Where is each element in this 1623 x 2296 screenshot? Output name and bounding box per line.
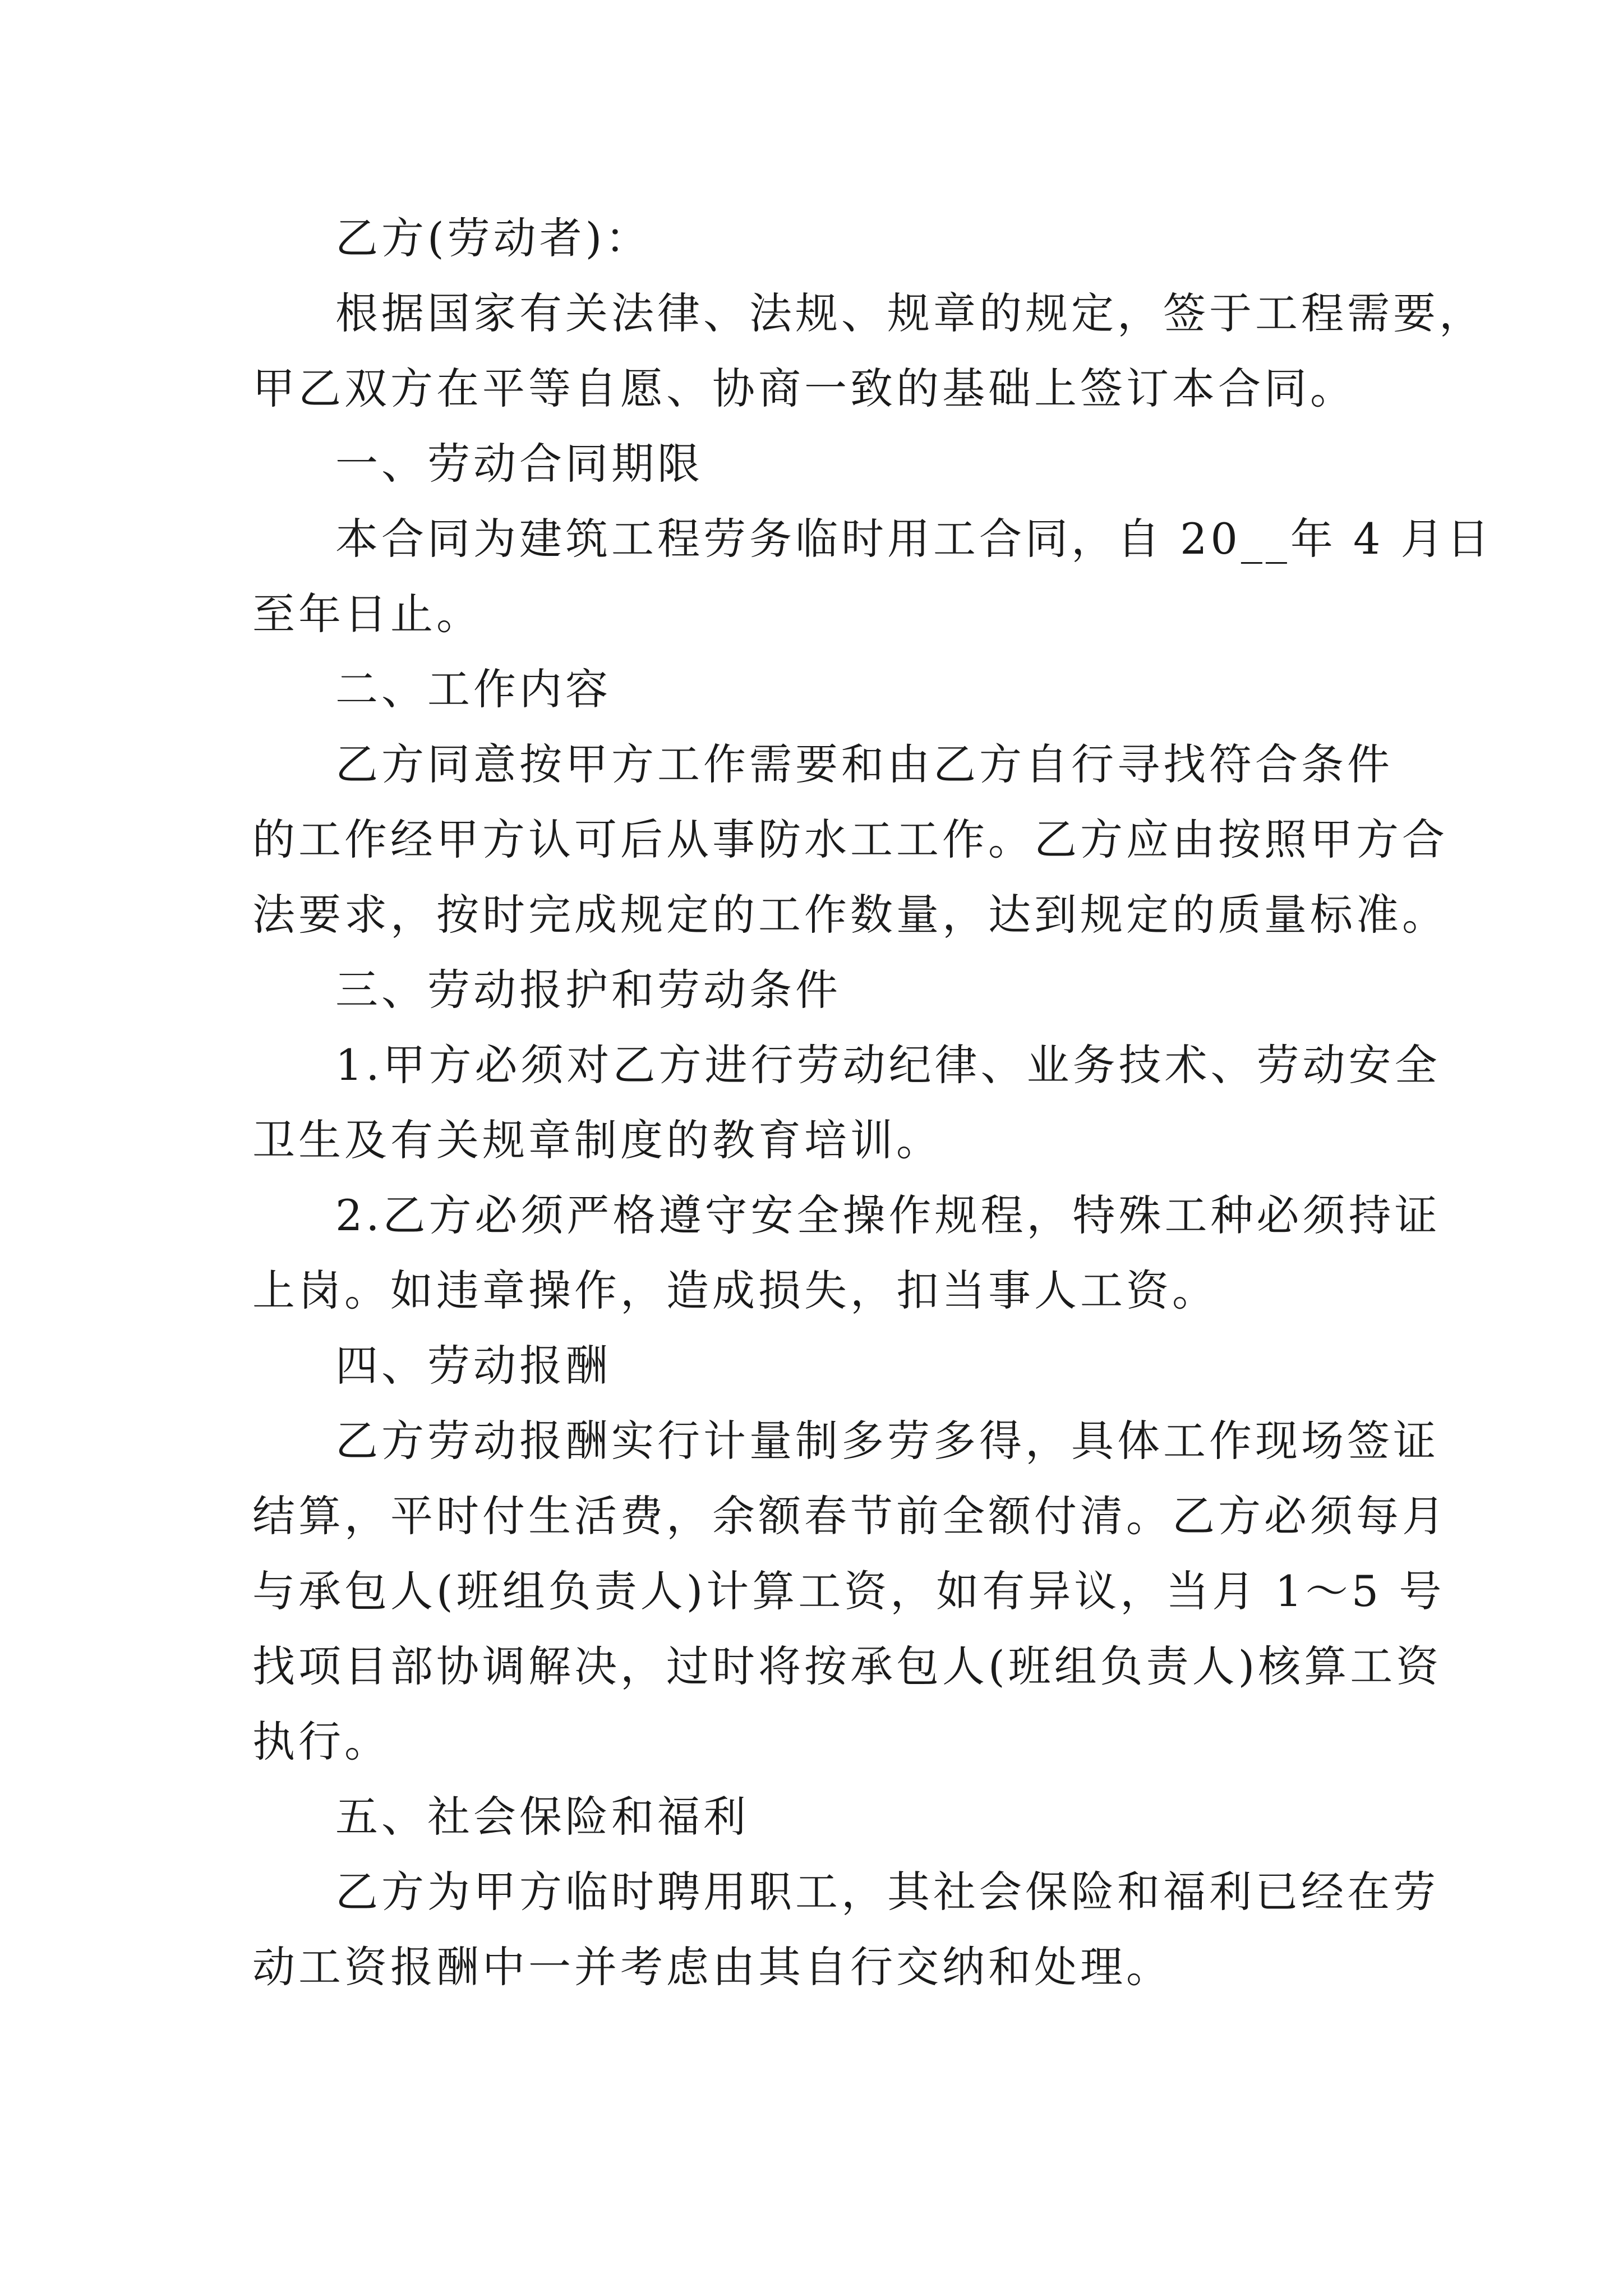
section-heading (252, 1779, 1385, 1855)
body-paragraph (252, 501, 1493, 652)
text-line: 法要求，按时完成规定的工作数量，达到规定的质量标准。 (252, 890, 1448, 940)
section-heading (252, 426, 1385, 501)
text-line: 至年日止。 (252, 589, 482, 639)
text-line: 二、工作内容 (335, 664, 611, 714)
text-line: 本合同为建筑工程劳务临时用工合同，自 20__年 4 月日 (335, 514, 1493, 564)
section-heading (252, 201, 1385, 276)
body-paragraph (252, 1404, 1448, 1779)
text-line: 执行。 (252, 1717, 390, 1766)
section-heading (252, 1328, 1385, 1404)
text-line: 上岗。如违章操作，造成损失，扣当事人工资。 (252, 1266, 1218, 1315)
text-line: 动工资报酬中一并考虑由其自行交纳和处理。 (252, 1942, 1172, 1992)
text-line: 乙方同意按甲方工作需要和由乙方自行寻找符合条件 (335, 739, 1393, 789)
section-heading (252, 652, 1385, 727)
text-line: 与承包人(班组负责人)计算工资，如有异议，当月 1～5 号 (252, 1566, 1445, 1616)
body-paragraph (252, 1028, 1441, 1178)
text-line: 乙方(劳动者)： (335, 213, 652, 263)
text-line: 一、劳动合同期限 (335, 439, 703, 489)
text-line: 找项目部协调解决，过时将按承包人(班组负责人)核算工资 (252, 1641, 1442, 1691)
text-line: 乙方劳动报酬实行计量制多劳多得，具体工作现场签证 (335, 1416, 1439, 1466)
text-line: 四、劳动报酬 (335, 1341, 611, 1391)
text-line: 1.甲方必须对乙方进行劳动纪律、业务技术、劳动安全 (335, 1040, 1441, 1090)
section-heading (252, 953, 1385, 1028)
body-paragraph (252, 276, 1485, 426)
text-line: 三、劳动报护和劳动条件 (335, 965, 841, 1015)
body-paragraph (252, 1178, 1441, 1328)
text-line: 卫生及有关规章制度的教育培训。 (252, 1115, 942, 1165)
text-line: 乙方为甲方临时聘用职工，其社会保险和福利已经在劳 (335, 1867, 1439, 1917)
text-line: 的工作经甲方认可后从事防水工工作。乙方应由按照甲方合 (252, 815, 1448, 864)
document-body (252, 201, 1493, 2005)
body-paragraph (252, 727, 1448, 953)
text-line: 根据国家有关法律、法规、规章的规定，签于工程需要， (335, 288, 1485, 338)
body-paragraph (252, 1855, 1439, 2005)
text-line: 结算，平时付生活费，余额春节前全额付清。乙方必须每月 (252, 1491, 1448, 1541)
text-line: 五、社会保险和福利 (335, 1792, 749, 1842)
text-line: 2.乙方必须严格遵守安全操作规程，特殊工种必须持证 (335, 1190, 1441, 1240)
text-line: 甲乙双方在平等自愿、协商一致的基础上签订本合同。 (252, 364, 1356, 413)
